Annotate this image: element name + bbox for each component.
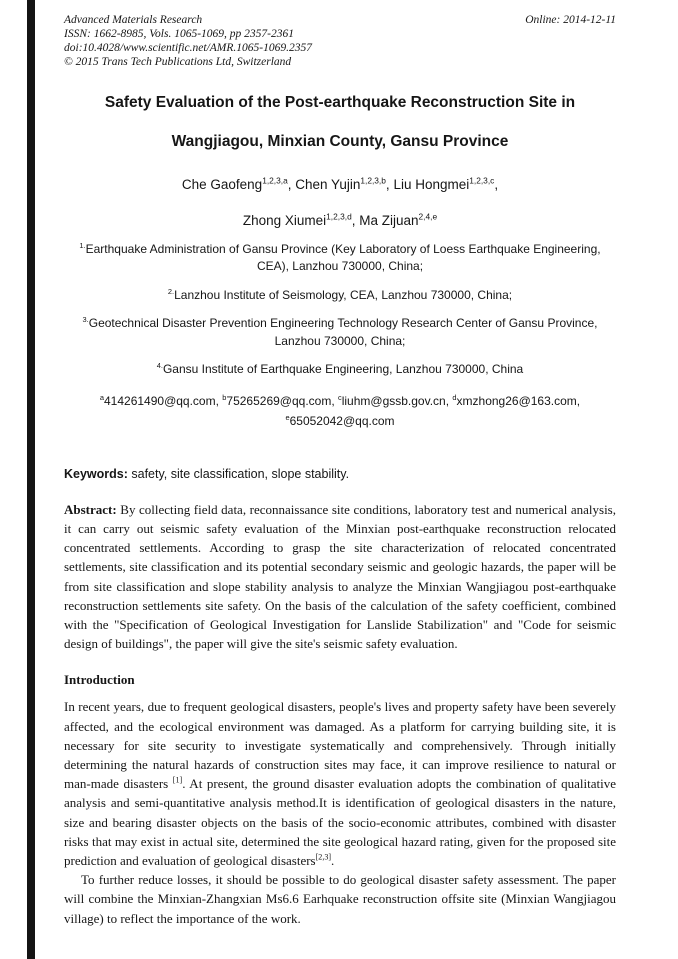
paragraph-text: In recent years, due to frequent geological disasters, people's lives and property safety have been severely affected, and the ecological environment was damaged. As a platform for carrying building site, it is necessary for site security to investigate systematically and comprehensively. Through initially determining the natural hazards of construction sites may face, it can improve resilience to natural or man-made disasters [64, 699, 616, 792]
authors-line-2 [64, 213, 616, 228]
affiliation-text: Gansu Institute of Earthquake Engineering, Lanzhou 730000, China [162, 362, 524, 377]
affiliation-number: 2. [167, 286, 175, 296]
author-separator: , [385, 177, 394, 193]
issn-line: ISSN: 1662-8985, Vols. 1065-1069, pp 2357-2361 [64, 28, 294, 41]
intro-paragraph-2: To further reduce losses, it should be possible to do geological disaster safety assessment. The paper will combine the Minxian-Zhangxian Ms6.6 Earhquake reconstruction offsite site (Minxian Wangjiagou village) to reflect the importance of the work. [64, 872, 616, 926]
intro-paragraph-1 [64, 697, 616, 870]
paragraph-text: . [331, 853, 335, 869]
section-heading-introduction: Introduction [64, 672, 135, 688]
email [285, 414, 394, 428]
email-address: 414261490@qq.com, [104, 394, 223, 409]
author-separator: , [494, 177, 499, 193]
email-address: 65052042@qq.com [289, 413, 395, 428]
author-name: Ma Zijuan [359, 213, 419, 229]
affiliation-number: 4. [156, 361, 163, 371]
email-letter-sup: c [338, 393, 342, 403]
scan-edge-bar [27, 0, 35, 959]
author [393, 177, 498, 192]
email-address: 75265269@qq.com, [226, 394, 338, 409]
emails-line-2 [64, 412, 616, 431]
email [452, 394, 580, 408]
author-affil-sup: 1,2,3,b [360, 175, 386, 186]
citation-ref-1: [1] [172, 775, 183, 785]
abstract-label: Abstract: [64, 501, 117, 517]
affiliation-number: 3. [82, 315, 89, 325]
email-address: liuhm@gssb.gov.cn, [341, 394, 453, 409]
email [222, 394, 338, 408]
email [100, 394, 222, 408]
email-letter-sup: d [452, 393, 457, 403]
author-name: Zhong Xiumei [242, 213, 327, 229]
affiliation-text: Lanzhou Institute of Seismology, CEA, Lanzhou 730000, China; [174, 287, 513, 302]
author [243, 213, 359, 228]
author-affil-sup: 2,4,e [418, 211, 438, 222]
affiliation-3 [64, 315, 616, 350]
affiliation-2 [64, 287, 616, 304]
email-letter-sup: b [222, 393, 227, 403]
affiliation-4 [64, 361, 616, 378]
doi-line: doi:10.4028/www.scientific.net/AMR.1065-1069.2357 [64, 42, 312, 55]
author-name: Liu Hongmei [393, 177, 470, 193]
keywords-line [64, 467, 616, 481]
abstract-text: By collecting field data, reconnaissance site conditions, laboratory test and numerical analysis, it can carry out seismic safety evaluation of the Minxian post-earthquake reconstruction relocated concentrated settlements. According to grasp the site characterization of relocated concentrated settlements, site classification and its potential secondary seismic and geologic hazards, the paper will be from site classification and slope stability analysis to analyze the Minxian Wangjiagou post-earthquake reconstruction settlements site safety. On the basis of the calculation of the safety coefficient, combined with the "Specification of Geological Investigation for Lanslide Stabilization" and "Code for seismic design of buildings", the paper will give the site's seismic safety evaluation. [64, 501, 616, 652]
affiliation-text: Earthquake Administration of Gansu Province (Key Laboratory of Loess Earthquake Engineering, CEA), Lanzhou 730000, China; [85, 242, 601, 274]
author-separator: , [351, 213, 360, 229]
affiliation-1 [64, 241, 616, 276]
affiliation-number: 1. [79, 241, 86, 251]
author-affil-sup: 1,2,3,a [262, 175, 288, 186]
paper-title-line-2: Wangjiagou, Minxian County, Gansu Province [171, 133, 509, 151]
author [182, 177, 295, 192]
author-affil-sup: 1,2,3,d [326, 211, 352, 222]
affiliations-block [64, 241, 616, 378]
emails-block [64, 392, 616, 430]
author-name: Chen Yujin [295, 177, 361, 193]
email-letter-sup: e [285, 412, 290, 422]
email-letter-sup: a [99, 393, 104, 403]
authors-line-1 [64, 177, 616, 192]
online-date: Online: 2014-12-11 [525, 14, 616, 26]
author-name: Che Gaofeng [181, 177, 263, 193]
journal-info-block [64, 13, 312, 69]
journal-name: Advanced Materials Research [64, 14, 203, 26]
paragraph-text: . At present, the ground disaster evaluation adopts the combination of qualitative analysis and semi-quantitative analysis method.It is identification of geological disasters in the nature, size and bearing disaster objects on the basis of the socio-economic attributes, combined with disaster risks that may exist in actual site, determined the site geological hazard rating, given for the proposed site prediction and evaluation of geological disasters [64, 776, 616, 869]
keywords-label: Keywords: [64, 466, 128, 481]
email-address: xmzhong26@163.com, [456, 394, 581, 409]
keywords-text: safety, site classification, slope stability. [127, 466, 350, 481]
emails-line-1 [64, 392, 616, 411]
citation-ref-2-3: [2,3] [315, 852, 332, 862]
page-content [64, 0, 616, 928]
author-affil-sup: 1,2,3,c [469, 175, 495, 186]
email [338, 394, 452, 408]
author [295, 177, 393, 192]
affiliation-text: Geotechnical Disaster Prevention Engineering Technology Research Center of Gansu Province, Lanzhou 730000, China; [88, 316, 598, 348]
publication-header [64, 13, 616, 69]
paper-title-line-1: Safety Evaluation of the Post-earthquake Reconstruction Site in [104, 94, 576, 112]
author-separator: , [287, 177, 296, 193]
author [359, 213, 437, 228]
abstract-paragraph [64, 500, 616, 654]
copyright-line: © 2015 Trans Tech Publications Ltd, Switzerland [64, 56, 292, 69]
